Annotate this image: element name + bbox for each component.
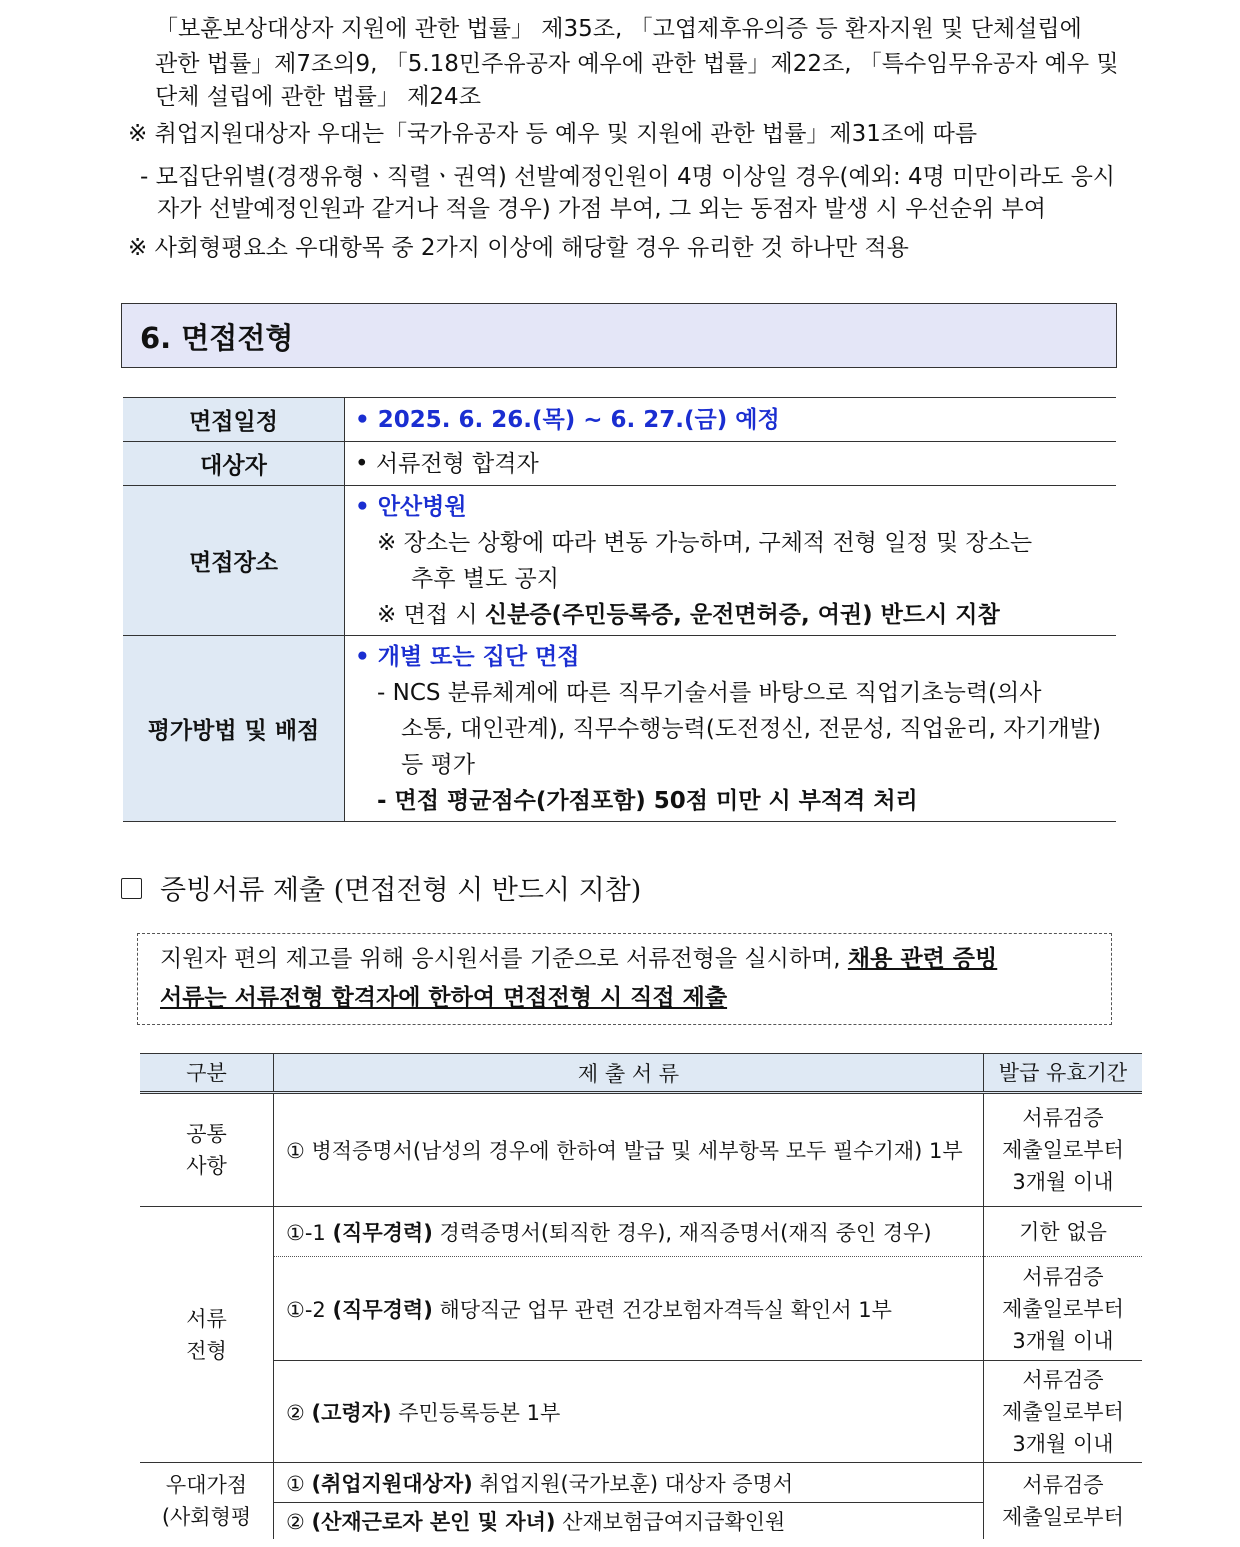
place-note-1a: ※ 장소는 상황에 따라 변동 가능하며, 구체적 전형 일정 및 장소는 (377, 529, 1033, 556)
section-title-box (121, 303, 1117, 368)
intro-line-3: 단체 설립에 관한 법률」 제24조 (155, 84, 481, 110)
header-documents: 제 출 서 류 (274, 1054, 984, 1093)
place-value: • 안산병원 (355, 493, 467, 520)
valid-row-3: 서류검증 제출일로부터 3개월 이내 (984, 1257, 1143, 1361)
valid-row-2: 기한 없음 (984, 1207, 1143, 1257)
target-label: 대상자 (123, 442, 345, 486)
doc-row-4: ② (고령자) 주민등록등본 1부 (274, 1361, 984, 1463)
valid-row-1: 서류검증 제출일로부터 3개월 이내 (984, 1093, 1143, 1207)
place-note-2: ※ 면접 시 신분증(주민등록증, 운전면허증, 여권) 반드시 지참 (377, 601, 1000, 628)
schedule-label: 면접일정 (123, 398, 345, 442)
doc-row-6: ② (산재근로자 본인 및 자녀) 산재보험급여지급확인원 (274, 1503, 984, 1539)
checkbox-icon (121, 878, 142, 899)
cat-preference: 우대가점 (사회형평 (140, 1463, 274, 1539)
doc-row-1: ① 병적증명서(남성의 경우에 한하여 발급 및 세부항목 모두 필수기재) 1부 (274, 1093, 984, 1207)
cat-document: 서류 전형 (140, 1207, 274, 1463)
target-value: • 서류전형 합격자 (355, 450, 539, 477)
intro-bullet-1b: 자가 선발예정인원과 같거나 적을 경우) 가점 부여, 그 외는 동점자 발생 시 우선순위 부여 (157, 196, 1046, 222)
header-category: 구분 (140, 1054, 274, 1093)
interview-table (123, 397, 1116, 822)
place-label: 면접장소 (123, 486, 345, 636)
intro-line-1: 「보훈보상대상자 지원에 관한 법률」 제35조, 「고엽제후유의증 등 환자지원 및 단체설립에 (155, 16, 1082, 42)
cat-common: 공통 사항 (140, 1093, 274, 1207)
valid-row-5: 서류검증 제출일로부터 (1002, 1472, 1124, 1529)
method-label: 평가방법 및 배점 (123, 636, 345, 822)
doc-row-3: ①-2 (직무경력) 해당직군 업무 관련 건강보험자격득실 확인서 1부 (274, 1257, 984, 1361)
section-title: 6. 면접전형 (140, 321, 294, 355)
method-cutoff: - 면접 평균점수(가점포함) 50점 미만 시 부적격 처리 (377, 787, 918, 814)
docs-heading: 증빙서류 제출 (면접전형 시 반드시 지참) (121, 872, 641, 910)
method-desc-1: - NCS 분류체계에 따른 직무기술서를 바탕으로 직업기초능력(의사 (377, 679, 1042, 706)
method-desc-2: 소통, 대인관계), 직무수행능력(도전정신, 전문성, 직업윤리, 자기개발) (401, 715, 1101, 742)
header-validity: 발급 유효기간 (984, 1054, 1143, 1093)
place-note-1b: 추후 별도 공지 (411, 565, 559, 592)
doc-row-2: ①-1 (직무경력) 경력증명서(퇴직한 경우), 재직증명서(재직 중인 경우) (274, 1207, 984, 1257)
intro-note-2: ※ 사회형평요소 우대항목 중 2가지 이상에 해당할 경우 유리한 것 하나만 적용 (128, 235, 909, 261)
doc-row-5: ① (취업지원대상자) 취업지원(국가보훈) 대상자 증명서 (274, 1463, 984, 1503)
intro-bullet-1: - 모집단위별(경쟁유형ㆍ직렬ㆍ권역) 선발예정인원이 4명 이상일 경우(예외: 4명 미만이라도 응시 (140, 164, 1116, 190)
method-desc-3: 등 평가 (401, 751, 475, 778)
documents-table (140, 1053, 1142, 1539)
docs-notice: 지원자 편의 제고를 위해 응시원서를 기준으로 서류전형을 실시하며, 채용 관련 증빙 서류는 서류전형 합격자에 한하여 면접전형 시 직접 제출 (137, 933, 1112, 1025)
schedule-value: • 2025. 6. 26.(목) ~ 6. 27.(금) 예정 (355, 406, 780, 433)
intro-note-1: ※ 취업지원대상자 우대는「국가유공자 등 예우 및 지원에 관한 법률」제31조에 따름 (128, 121, 978, 147)
intro-line-2: 관한 법률」제7조의9, 「5.18민주유공자 예우에 관한 법률」제22조, 「특수임무유공자 예우 및 (155, 51, 1119, 77)
valid-row-4: 서류검증 제출일로부터 3개월 이내 (984, 1361, 1143, 1463)
method-value: • 개별 또는 집단 면접 (355, 643, 580, 670)
